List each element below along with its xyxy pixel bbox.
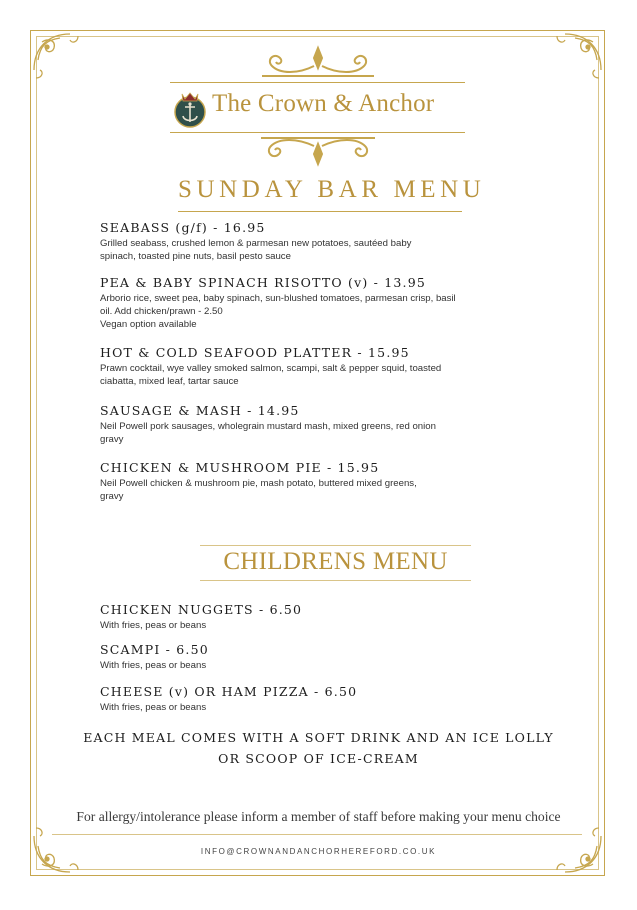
menu-item-description: Neil Powell chicken & mushroom pie, mash potato, buttered mixed greens, gravy (100, 478, 417, 502)
menu-item-name: SAUSAGE & MASH - 14.95 (100, 403, 300, 418)
menu-item-description: With fries, peas or beans (100, 620, 207, 631)
menu-item-name: CHICKEN & MUSHROOM PIE - 15.95 (100, 460, 380, 475)
menu-item-description: Neil Powell pork sausages, wholegrain mustard mash, mixed greens, red onion gravy (100, 421, 436, 445)
menu-item-description: With fries, peas or beans (100, 660, 207, 671)
brand-name: The Crown & Anchor (212, 90, 435, 117)
menu-item-description: Prawn cocktail, wye valley smoked salmon, scampi, salt & pepper squid, toasted ciabatta, mixed leaf, tartar sauce (100, 363, 442, 387)
menu-item-name: CHEESE (v) OR HAM PIZZA - 6.50 (100, 684, 358, 699)
bottom-scroll-ornament-icon (255, 134, 381, 168)
menu-item (100, 275, 510, 331)
corner-flourish-icon (30, 30, 86, 86)
menu-item (100, 220, 510, 263)
menu-item (100, 460, 510, 503)
menu-item-description: With fries, peas or beans (100, 702, 207, 713)
childrens-rule-bottom (200, 580, 471, 581)
logo-rule-bottom (170, 132, 465, 133)
footer-rule (52, 834, 582, 835)
childrens-rule-top (200, 545, 471, 546)
childrens-note-line: OR SCOOP OF ICE-CREAM (218, 751, 419, 766)
contact-email: INFO@CROWNANDANCHORHEREFORD.CO.UK (200, 847, 437, 856)
title-underline (178, 211, 462, 212)
menu-item (100, 345, 510, 388)
menu-item-name: HOT & COLD SEAFOOD PLATTER - 15.95 (100, 345, 410, 360)
menu-item (100, 642, 510, 672)
menu-item (100, 403, 510, 446)
menu-item-name: SCAMPI - 6.50 (100, 642, 209, 657)
childrens-note-line: EACH MEAL COMES WITH A SOFT DRINK AND AN ICE LOLLY (83, 730, 554, 745)
allergy-notice: For allergy/intolerance please inform a member of staff before making your menu choice (76, 809, 561, 824)
menu-item (100, 684, 510, 714)
menu-item-description: Grilled seabass, crushed lemon & parmesan new potatoes, sautéed baby spinach, toasted pine nuts, basil pesto sauce (100, 238, 412, 262)
crown-anchor-emblem-icon (172, 88, 208, 130)
menu-item-name: CHICKEN NUGGETS - 6.50 (100, 602, 303, 617)
menu-item-name: SEABASS (g/f) - 16.95 (100, 220, 266, 235)
corner-flourish-icon (549, 30, 605, 86)
menu-item-name: PEA & BABY SPINACH RISOTTO (v) - 13.95 (100, 275, 427, 290)
menu-item-description: Arborio rice, sweet pea, baby spinach, sun-blushed tomatoes, parmesan crisp, basil oil. Add chicken/prawn - 2.50 Vegan option available (100, 293, 456, 330)
top-scroll-ornament-icon (258, 44, 378, 80)
menu-item (100, 602, 510, 632)
sunday-menu-title: SUNDAY BAR MENU (178, 176, 486, 203)
logo-rule-top (170, 82, 465, 83)
childrens-menu-title: CHILDRENS MENU (223, 548, 448, 575)
